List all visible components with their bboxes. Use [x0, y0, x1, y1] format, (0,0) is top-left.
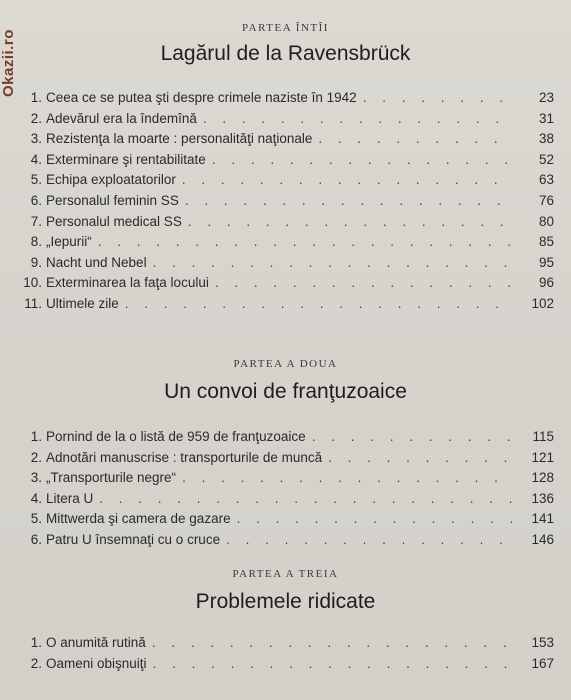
entry-title: Oameni obişnuiţi — [46, 655, 147, 671]
entry-page: 38 — [538, 131, 554, 147]
entry-number: 2. — [30, 449, 42, 465]
entry-page: 167 — [531, 655, 554, 671]
entry-number: 11. — [24, 295, 42, 311]
part-2-toc — [14, 427, 554, 551]
watermark: Okazii.ro — [0, 29, 17, 97]
entry-number: 2. — [30, 110, 42, 126]
entry-page: 153 — [531, 635, 554, 650]
entry-number: 5. — [30, 172, 42, 188]
entry-title: Patru U însemnaţi cu o cruce — [46, 531, 221, 547]
entry-page: 96 — [538, 275, 554, 291]
toc-entry — [14, 294, 554, 315]
toc-entry — [14, 633, 554, 654]
leader-dots — [152, 633, 512, 654]
entry-page: 31 — [538, 110, 554, 126]
entry-number: 1. — [30, 429, 42, 444]
entry-number: 5. — [30, 511, 42, 527]
part-1-label: PARTEA ÎNTÎI — [242, 22, 329, 34]
leader-dots — [182, 170, 512, 191]
toc-entry — [14, 427, 554, 448]
entry-title: „Iepurii“ — [46, 234, 92, 250]
leader-dots — [188, 212, 512, 233]
part-3-toc — [14, 633, 554, 674]
toc-entry — [14, 170, 554, 191]
toc-entry — [14, 509, 554, 530]
entry-page: 76 — [538, 192, 554, 208]
leader-dots — [125, 294, 512, 315]
toc-entry — [14, 232, 554, 253]
leader-dots — [185, 191, 512, 212]
entry-title: Litera U — [46, 490, 94, 506]
part-1-toc — [14, 88, 554, 315]
entry-title: Adnotări manuscrise : transporturile de muncă — [46, 449, 323, 465]
entry-number: 6. — [30, 192, 42, 208]
entry-title: Ultimele zile — [46, 295, 119, 311]
entry-page: 128 — [531, 470, 554, 486]
leader-dots — [153, 654, 512, 675]
toc-entry — [14, 273, 554, 294]
leader-dots — [237, 509, 512, 530]
toc-entry — [14, 489, 554, 510]
entry-page: 102 — [531, 295, 554, 311]
entry-title: Adevărul era la îndemînă — [46, 110, 197, 126]
toc-entry — [14, 253, 554, 274]
entry-title: Exterminare şi rentabilitate — [46, 151, 206, 167]
leader-dots — [153, 253, 512, 274]
leader-dots — [328, 448, 512, 469]
toc-entry — [14, 530, 554, 551]
entry-title: Personalul medical SS — [46, 213, 182, 229]
entry-number: 6. — [30, 531, 42, 547]
leader-dots — [212, 150, 512, 171]
entry-number: 7. — [30, 213, 42, 229]
entry-number: 1. — [30, 635, 42, 650]
part-3-title: Problemele ridicate — [195, 590, 376, 613]
part-2-label: PARTEA A DOUA — [233, 358, 338, 370]
entry-page: 121 — [531, 449, 554, 465]
part-1-title: Lagărul de la Ravensbrück — [160, 42, 411, 65]
entry-number: 10. — [23, 275, 42, 291]
entry-page: 141 — [531, 511, 554, 527]
entry-title: „Transporturile negre“ — [46, 470, 177, 486]
entry-title: Mittwerda şi camera de gazare — [46, 511, 231, 527]
toc-entry — [14, 212, 554, 233]
entry-page: 23 — [538, 90, 554, 105]
entry-page: 136 — [531, 490, 554, 506]
entry-title: Nacht und Nebel — [46, 254, 147, 270]
entry-page: 95 — [538, 254, 554, 270]
entry-number: 2. — [30, 655, 42, 671]
leader-dots — [363, 88, 512, 109]
toc-entry — [14, 129, 554, 150]
leader-dots — [98, 232, 512, 253]
entry-number: 3. — [30, 131, 42, 147]
entry-page: 146 — [531, 531, 554, 547]
entry-title: Exterminarea la faţa locului — [46, 275, 209, 291]
toc-entry — [14, 109, 554, 130]
entry-number: 3. — [30, 470, 42, 486]
leader-dots — [318, 129, 512, 150]
part-2-title: Un convoi de franţuzoaice — [164, 380, 407, 403]
leader-dots — [99, 489, 512, 510]
entry-page: 80 — [538, 213, 554, 229]
entry-title: Pornind de la o listă de 959 de franţuzoaice — [46, 429, 306, 444]
toc-entry — [14, 191, 554, 212]
entry-number: 8. — [30, 234, 42, 250]
entry-page: 85 — [538, 234, 554, 250]
entry-title: Personalul feminin SS — [46, 192, 179, 208]
entry-title: Ceea ce se putea şti despre crimele naziste în 1942 — [46, 90, 357, 105]
entry-number: 4. — [30, 151, 42, 167]
toc-entry — [14, 468, 554, 489]
toc-entry — [14, 88, 554, 109]
entry-number: 4. — [30, 490, 42, 506]
leader-dots — [215, 273, 512, 294]
toc-entry — [14, 654, 554, 675]
toc-entry — [14, 150, 554, 171]
part-3-label: PARTEA A TREIA — [232, 568, 339, 580]
toc-entry — [14, 448, 554, 469]
leader-dots — [182, 468, 512, 489]
leader-dots — [203, 109, 512, 130]
entry-title: O anumită rutină — [46, 635, 146, 650]
leader-dots — [226, 530, 512, 551]
entry-title: Rezistenţa la moarte : personalităţi naţionale — [46, 131, 313, 147]
entry-title: Echipa exploatatorilor — [46, 172, 176, 188]
entry-number: 9. — [30, 254, 42, 270]
entry-page: 52 — [538, 151, 554, 167]
leader-dots — [312, 427, 512, 448]
entry-number: 1. — [30, 90, 42, 105]
entry-page: 63 — [538, 172, 554, 188]
entry-page: 115 — [532, 429, 554, 444]
